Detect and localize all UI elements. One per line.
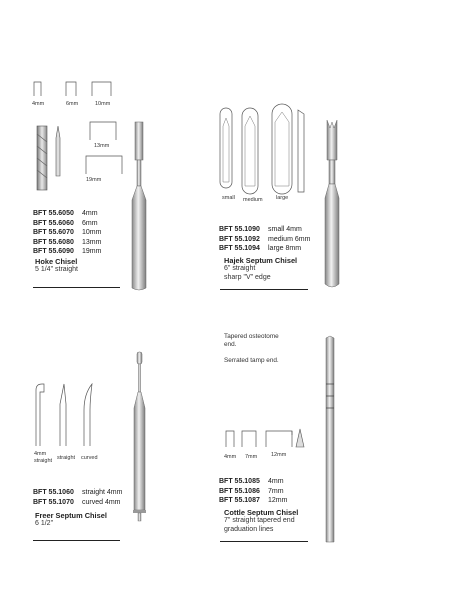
cottle-chisel-image	[322, 336, 338, 546]
hoke-code-list	[33, 209, 101, 257]
code-row	[219, 487, 287, 497]
product-description: graduation lines	[224, 526, 274, 533]
product-code: BFT 55.6080	[33, 238, 74, 246]
product-size: 4mm	[268, 478, 284, 485]
hoke-width-label: 10mm	[95, 101, 111, 107]
product-code: BFT 55.1085	[219, 478, 260, 485]
cottle-width-label: 7mm	[245, 454, 258, 460]
freer-tip-profiles	[30, 380, 110, 450]
hoke-width-label: 6mm	[66, 101, 79, 107]
product-code: BFT 55.1094	[219, 245, 260, 253]
hajek-size-label: small	[222, 195, 235, 201]
product-size: 10mm	[82, 229, 102, 237]
product-code: BFT 55.1060	[33, 489, 74, 496]
product-size: 12mm	[268, 497, 288, 505]
cottle-width-label: 12mm	[271, 452, 287, 458]
cottle-note: Tapered osteotome end.	[224, 333, 279, 348]
product-code: BFT 55.6050	[33, 210, 74, 217]
hoke-tip-detail	[34, 124, 74, 194]
code-row	[33, 498, 122, 508]
cottle-note: Serrated tamp end.	[224, 357, 279, 364]
product-name: Hajek Septum Chisel	[224, 256, 298, 265]
hajek-chisel-image	[320, 120, 344, 290]
product-description: 6" straight	[224, 265, 256, 272]
code-row	[33, 238, 101, 248]
freer-chisel-image	[129, 352, 151, 522]
hajek-size-label: medium	[243, 197, 263, 203]
product-code: BFT 55.1090	[219, 226, 260, 233]
product-code: BFT 55.6090	[33, 248, 74, 256]
product-size: straight 4mm	[82, 489, 123, 496]
product-description: 6 1/2"	[35, 520, 54, 527]
cottle-code-list	[219, 477, 287, 506]
freer-code-list	[33, 488, 122, 507]
product-name: Freer Septum Chisel	[35, 511, 107, 520]
section-divider	[33, 287, 120, 288]
code-row	[219, 477, 287, 487]
code-row	[33, 219, 101, 229]
product-code: BFT 55.6060	[33, 219, 74, 227]
product-name: Hoke Chisel	[35, 257, 78, 266]
product-code: BFT 55.1070	[33, 498, 74, 506]
section-divider	[220, 289, 308, 290]
freer-tip-label: straight	[57, 455, 76, 461]
code-row	[219, 225, 310, 235]
hoke-chisel-image	[129, 122, 149, 292]
product-size: small 4mm	[268, 226, 302, 233]
product-name: Cottle Septum Chisel	[224, 508, 299, 517]
code-row	[33, 209, 101, 219]
hajek-tip-profiles	[214, 104, 314, 204]
product-description: 7" straight tapered end	[224, 517, 295, 524]
product-code: BFT 55.1092	[219, 235, 260, 243]
code-row	[33, 228, 101, 238]
section-divider	[220, 541, 308, 542]
hoke-width-label: 19mm	[86, 177, 102, 183]
cottle-width-label: 4mm	[224, 454, 237, 460]
section-divider	[33, 540, 120, 541]
hajek-size-label: large	[276, 195, 289, 201]
product-size: curved 4mm	[82, 498, 121, 506]
product-description: 5 1/4" straight	[35, 266, 78, 273]
code-row	[33, 488, 122, 498]
hoke-tip-profiles	[30, 78, 130, 108]
hoke-width-label: 13mm	[94, 143, 110, 149]
product-size: large 8mm	[268, 245, 302, 253]
product-size: 13mm	[82, 238, 102, 246]
product-code: BFT 55.6070	[33, 229, 74, 237]
freer-tip-label: curved	[81, 455, 98, 461]
product-size: medium 6mm	[268, 235, 311, 243]
code-row	[219, 235, 310, 245]
cottle-tip-profiles	[222, 427, 322, 451]
code-row	[219, 496, 287, 506]
product-code: BFT 55.1087	[219, 497, 260, 505]
code-row	[33, 247, 101, 257]
product-size: 6mm	[82, 219, 98, 227]
code-row	[219, 244, 310, 254]
freer-tip-label: 4mm straight	[34, 451, 53, 464]
hajek-code-list	[219, 225, 310, 254]
hoke-width-label: 4mm	[32, 101, 45, 107]
product-code: BFT 55.1086	[219, 487, 260, 495]
product-description: sharp "V" edge	[224, 274, 271, 281]
product-size: 4mm	[82, 210, 98, 217]
product-size: 7mm	[268, 487, 284, 495]
product-size: 19mm	[82, 248, 102, 256]
